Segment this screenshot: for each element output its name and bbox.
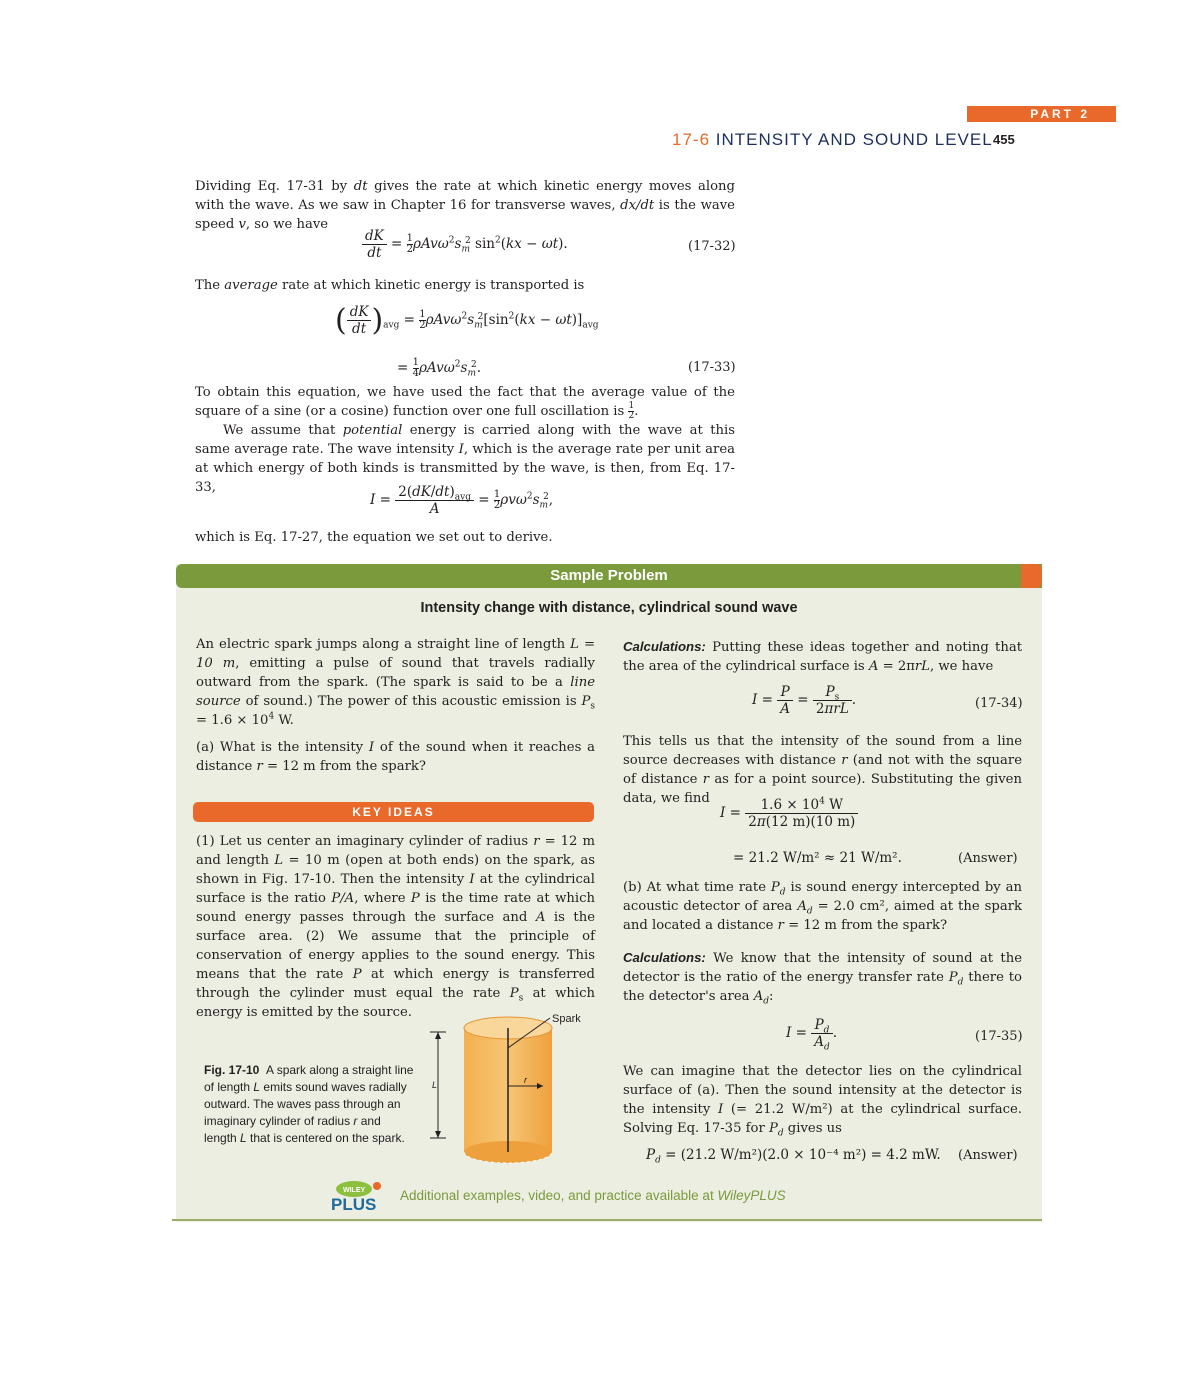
question-b: (b) At what time rate $P_d$ is sound energy intercepted by an acoustic detector of area $A_d = 2.0$ cm², aimed at the spark and located a distance r = 12 m from the spark? [623,880,1022,933]
equation-intensity-derivation: I = $\frac{2(dK/dt)_{avg}}{A}$ = 1 $2\rho v\omega^2s_m^2$, [370,484,554,517]
key-ideas-bar: KEY IDEAS [193,802,594,822]
problem-statement: An electric spark jumps along a straight line of length L = 10 m, emitting a pulse of sound that travels radially outward from the spark. (The spark is said to be a line source of sound.) The power of this acoustic emission is $P_s = 1.6 \times 10^4$ W. [196,637,596,728]
part-label: PART 2 [967,106,1116,122]
logo-small-text: WILEY [343,1187,366,1194]
equation-number-17-35: (17-35) [975,1029,1023,1044]
section-title-text: INTENSITY AND SOUND LEVEL [715,130,993,149]
sample-problem-tab [1021,564,1042,588]
intro-paragraph-5: which is Eq. 17-27, the equation we set out to derive. [195,530,553,545]
equation-17-33-line-1: ( $\frac{dK}{dt}$ )$_{avg}$ = 1 $2\rho Av\omega^2s_m^2[\sin^2(kx - \omega t)]_{avg}$ [335,303,599,338]
radius-label: r [524,1075,527,1085]
figure-caption: Fig. 17-10 A spark along a straight line of length L emits sound waves radially outward. The waves pass through an imaginary cylinder of radius r and length L that is centered on the spark. [204,1063,414,1145]
length-arrow-down-icon [435,1131,441,1138]
equation-substitution: I = $\frac{1.6 \times 10^4 W}{2\pi(12 m)(10 m)}$ [720,797,858,830]
question-a: (a) What is the intensity I of the sound when it reaches a distance r = 12 m from the spark? [196,740,595,774]
equation-number-17-33: (17-33) [688,360,736,375]
intro-paragraph-2: The average rate at which kinetic energy is transported is [195,278,585,293]
sample-problem-header: Sample Problem [176,564,1042,588]
equation-17-33-line-2: = 1 $4\rho Av\omega^2s_m^2$. [397,357,482,379]
result-power: $P_d = (21.2$ W/m²)(2.0 × 10⁻⁴ m²) = 4.2 mW. [646,1147,941,1166]
result-intensity: = 21.2 W/m² ≈ 21 W/m². [733,850,902,866]
calculations-2: This tells us that the intensity of the sound from a line source decreases with distance r (and not with the square of distance r as for a point source). Substituting the given data, we find [623,734,1022,806]
equation-17-35: I = $\frac{P_d}{A_d}$ . [786,1017,838,1053]
section-number: 17-6 [672,130,711,149]
spark-label: Spark [552,1013,581,1025]
answer-label-1: (Answer) [958,851,1018,866]
page-number: 455 [993,132,1015,147]
footer-text: Additional examples, video, and practice available at WileyPLUS [400,1188,786,1203]
equation-17-32: $\frac{dK}{dt}$ = 1 $2\rho Av\omega^2s_m^2$ $\sin^2(kx - \omega t)$. [362,228,568,261]
bottom-rule [172,1219,1042,1221]
intro-paragraph-4: We assume that potential energy is carried along with the wave at this same average rate. The wave intensity I, which is the average rate per unit area at which energy of both kinds is transmitted by the wave, is then, from Eq. 17-33, [195,423,736,495]
equation-17-34: I = $\frac{P}{A}$ = $\frac{P_s}{\text{2πrL}}$ . [752,684,857,717]
intro-paragraph-1: Dividing Eq. 17-31 by dt gives the rate at which kinetic energy moves along with the wave. As we saw in Chapter 16 for transverse waves, dx/dt is the wave speed v, so we have [195,179,735,232]
logo-dot [373,1182,381,1190]
cylinder-figure [418,1008,608,1173]
calculations-4: We can imagine that the detector lies on the cylindrical surface of (a). Then the sound intensity at the detector is the intensity I (= 21.2 W/m²) at the cylindrical surface. Solving Eq. 17-35 for $P_d$ gives us [623,1064,1022,1139]
answer-label-2: (Answer) [958,1148,1018,1163]
key-ideas-text: (1) Let us center an imaginary cylinder of radius r = 12 m and length L = 10 m (open at both ends) on the spark, as shown in Fig. 17-10. Then the intensity I at the cylindrical surface is the ratio P/A, where P is the time rate at which sound energy passes through the surface and A is the surface area. (2) We assume that the principle of conservation of energy applies to the sound energy. This means that the rate P at which energy is transferred through the cylinder must equal the rate $P_s$ at which energy is emitted by the source. [196,834,595,1020]
calculations-3: Calculations: We know that the intensity of sound at the detector is the ratio of the energy transfer rate $P_d$ there to the detector's area $A_d$: [623,950,1022,1007]
equation-number-17-34: (17-34) [975,696,1023,711]
wileyplus-logo [328,1179,390,1213]
footer-link[interactable]: WileyPLUS [717,1188,786,1203]
section-title [672,130,993,150]
equation-number-17-32: (17-32) [688,239,736,254]
length-label: L [432,1080,438,1090]
calculations-1: Calculations: Putting these ideas together and noting that the area of the cylindrical surface is A = 2πrL, we have [623,639,1022,674]
length-arrow-up-icon [435,1032,441,1039]
logo-plus-text: PLUS [331,1195,377,1213]
sample-problem-title: Intensity change with distance, cylindrical sound wave [420,600,798,616]
intro-paragraph-3: To obtain this equation, we have used the fact that the average value of the square of a sine (or a cosine) function over one full oscillation is 1 2. [195,385,735,421]
figure-label: Fig. 17-10 [204,1063,260,1077]
